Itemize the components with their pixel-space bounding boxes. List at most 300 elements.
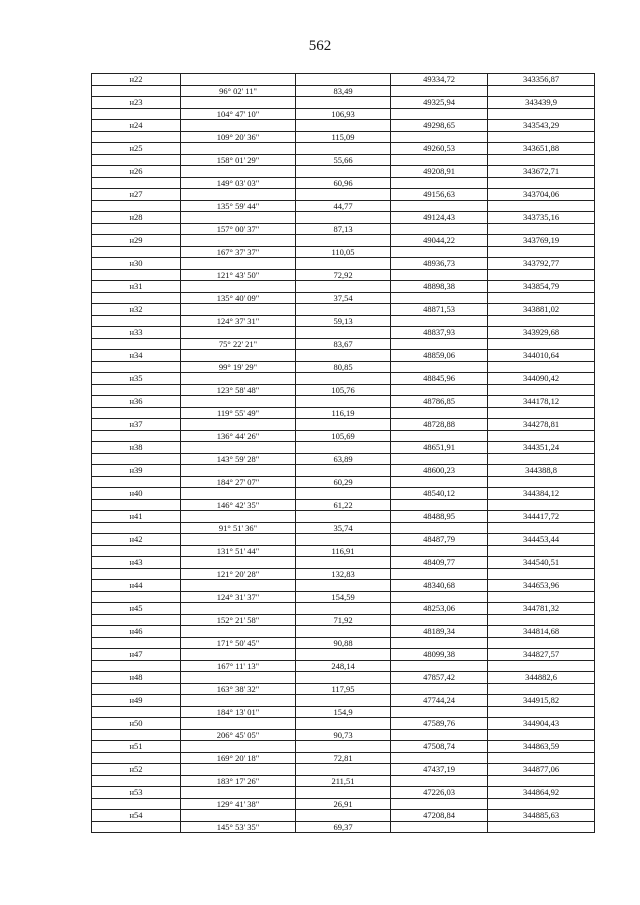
x-coordinate-cell: 48409,77: [391, 557, 488, 569]
y-coordinate-cell: [488, 269, 595, 281]
direction-angle-cell: [181, 442, 296, 454]
segment-row: [92, 246, 595, 258]
distance-cell: [296, 672, 391, 684]
point-name-cell: [92, 108, 181, 120]
point-name-cell: [92, 752, 181, 764]
x-coordinate-cell: [391, 637, 488, 649]
distance-cell: [296, 304, 391, 316]
direction-angle-cell: 145° 53' 35": [181, 821, 296, 833]
segment-row: [92, 476, 595, 488]
x-coordinate-cell: [391, 614, 488, 626]
point-name-cell: н52: [92, 764, 181, 776]
point-name-cell: н33: [92, 327, 181, 339]
direction-angle-cell: [181, 396, 296, 408]
x-coordinate-cell: 48859,06: [391, 350, 488, 362]
point-name-cell: н40: [92, 488, 181, 500]
x-coordinate-cell: 48651,91: [391, 442, 488, 454]
distance-cell: 90,88: [296, 637, 391, 649]
point-name-cell: н51: [92, 741, 181, 753]
segment-row: [92, 292, 595, 304]
y-coordinate-cell: [488, 85, 595, 97]
direction-angle-cell: 157° 00' 37": [181, 223, 296, 235]
direction-angle-cell: 158° 01' 29": [181, 154, 296, 166]
point-row: [92, 212, 595, 224]
segment-row: [92, 177, 595, 189]
point-name-cell: н27: [92, 189, 181, 201]
point-row: [92, 419, 595, 431]
x-coordinate-cell: [391, 821, 488, 833]
distance-cell: [296, 373, 391, 385]
point-name-cell: н31: [92, 281, 181, 293]
x-coordinate-cell: 48936,73: [391, 258, 488, 270]
x-coordinate-cell: [391, 591, 488, 603]
point-name-cell: [92, 131, 181, 143]
point-name-cell: [92, 292, 181, 304]
distance-cell: [296, 603, 391, 615]
point-name-cell: [92, 338, 181, 350]
point-row: [92, 718, 595, 730]
x-coordinate-cell: 48898,38: [391, 281, 488, 293]
y-coordinate-cell: 344915,82: [488, 695, 595, 707]
y-coordinate-cell: 343792,77: [488, 258, 595, 270]
y-coordinate-cell: 344814,68: [488, 626, 595, 638]
x-coordinate-cell: [391, 338, 488, 350]
y-coordinate-cell: [488, 223, 595, 235]
y-coordinate-cell: [488, 338, 595, 350]
point-name-cell: [92, 407, 181, 419]
direction-angle-cell: 119° 55' 49": [181, 407, 296, 419]
y-coordinate-cell: 344653,96: [488, 580, 595, 592]
point-row: [92, 603, 595, 615]
y-coordinate-cell: [488, 637, 595, 649]
x-coordinate-cell: [391, 269, 488, 281]
direction-angle-cell: 149° 03' 03": [181, 177, 296, 189]
y-coordinate-cell: 343543,29: [488, 120, 595, 132]
distance-cell: 154,9: [296, 706, 391, 718]
direction-angle-cell: 91° 51' 36": [181, 522, 296, 534]
x-coordinate-cell: 49334,72: [391, 74, 488, 86]
direction-angle-cell: 109° 20' 36": [181, 131, 296, 143]
direction-angle-cell: [181, 810, 296, 822]
coordinates-table-body: [92, 74, 595, 833]
distance-cell: 211,51: [296, 775, 391, 787]
distance-cell: 61,22: [296, 499, 391, 511]
point-row: [92, 258, 595, 270]
y-coordinate-cell: [488, 821, 595, 833]
distance-cell: 72,81: [296, 752, 391, 764]
y-coordinate-cell: 344178,12: [488, 396, 595, 408]
direction-angle-cell: [181, 304, 296, 316]
x-coordinate-cell: [391, 775, 488, 787]
distance-cell: [296, 488, 391, 500]
y-coordinate-cell: 344885,63: [488, 810, 595, 822]
x-coordinate-cell: 47589,76: [391, 718, 488, 730]
direction-angle-cell: [181, 626, 296, 638]
distance-cell: [296, 534, 391, 546]
y-coordinate-cell: [488, 177, 595, 189]
x-coordinate-cell: [391, 108, 488, 120]
point-name-cell: н37: [92, 419, 181, 431]
distance-cell: 37,54: [296, 292, 391, 304]
point-row: [92, 626, 595, 638]
x-coordinate-cell: 48340,68: [391, 580, 488, 592]
distance-cell: 72,92: [296, 269, 391, 281]
distance-cell: [296, 741, 391, 753]
direction-angle-cell: [181, 74, 296, 86]
segment-row: [92, 775, 595, 787]
distance-cell: [296, 281, 391, 293]
y-coordinate-cell: [488, 499, 595, 511]
y-coordinate-cell: 344904,43: [488, 718, 595, 730]
x-coordinate-cell: [391, 545, 488, 557]
direction-angle-cell: 121° 43' 50": [181, 269, 296, 281]
distance-cell: [296, 718, 391, 730]
x-coordinate-cell: 47508,74: [391, 741, 488, 753]
point-name-cell: [92, 453, 181, 465]
point-name-cell: [92, 154, 181, 166]
y-coordinate-cell: [488, 361, 595, 373]
distance-cell: [296, 419, 391, 431]
point-name-cell: [92, 522, 181, 534]
distance-cell: [296, 74, 391, 86]
x-coordinate-cell: [391, 246, 488, 258]
point-row: [92, 649, 595, 661]
distance-cell: [296, 120, 391, 132]
distance-cell: 59,13: [296, 315, 391, 327]
x-coordinate-cell: 48540,12: [391, 488, 488, 500]
y-coordinate-cell: 344864,92: [488, 787, 595, 799]
distance-cell: [296, 143, 391, 155]
distance-cell: [296, 465, 391, 477]
y-coordinate-cell: 343769,19: [488, 235, 595, 247]
coordinates-table: [91, 73, 595, 833]
distance-cell: 106,93: [296, 108, 391, 120]
point-name-cell: н49: [92, 695, 181, 707]
direction-angle-cell: [181, 557, 296, 569]
direction-angle-cell: 183° 17' 26": [181, 775, 296, 787]
segment-row: [92, 522, 595, 534]
page-number: 562: [308, 38, 332, 54]
point-name-cell: [92, 545, 181, 557]
distance-cell: [296, 810, 391, 822]
x-coordinate-cell: [391, 131, 488, 143]
point-name-cell: [92, 637, 181, 649]
y-coordinate-cell: 344540,51: [488, 557, 595, 569]
segment-row: [92, 545, 595, 557]
point-name-cell: [92, 269, 181, 281]
point-row: [92, 304, 595, 316]
point-row: [92, 74, 595, 86]
y-coordinate-cell: 344863,59: [488, 741, 595, 753]
point-name-cell: н32: [92, 304, 181, 316]
x-coordinate-cell: [391, 660, 488, 672]
y-coordinate-cell: [488, 545, 595, 557]
x-coordinate-cell: 47437,19: [391, 764, 488, 776]
segment-row: [92, 499, 595, 511]
direction-angle-cell: [181, 212, 296, 224]
point-name-cell: н38: [92, 442, 181, 454]
x-coordinate-cell: [391, 752, 488, 764]
y-coordinate-cell: 343439,9: [488, 97, 595, 109]
x-coordinate-cell: [391, 476, 488, 488]
distance-cell: 90,73: [296, 729, 391, 741]
point-name-cell: [92, 177, 181, 189]
direction-angle-cell: [181, 718, 296, 730]
x-coordinate-cell: 48488,95: [391, 511, 488, 523]
x-coordinate-cell: [391, 683, 488, 695]
segment-row: [92, 568, 595, 580]
point-name-cell: н54: [92, 810, 181, 822]
direction-angle-cell: [181, 97, 296, 109]
x-coordinate-cell: [391, 85, 488, 97]
point-name-cell: [92, 683, 181, 695]
distance-cell: 83,67: [296, 338, 391, 350]
direction-angle-cell: [181, 465, 296, 477]
point-name-cell: [92, 361, 181, 373]
x-coordinate-cell: 47744,24: [391, 695, 488, 707]
y-coordinate-cell: [488, 246, 595, 258]
segment-row: [92, 683, 595, 695]
point-name-cell: [92, 499, 181, 511]
direction-angle-cell: 163° 38' 32": [181, 683, 296, 695]
point-name-cell: н48: [92, 672, 181, 684]
x-coordinate-cell: 49044,22: [391, 235, 488, 247]
point-row: [92, 235, 595, 247]
x-coordinate-cell: 48728,88: [391, 419, 488, 431]
distance-cell: [296, 235, 391, 247]
y-coordinate-cell: [488, 108, 595, 120]
point-name-cell: н23: [92, 97, 181, 109]
x-coordinate-cell: 48253,06: [391, 603, 488, 615]
y-coordinate-cell: [488, 591, 595, 603]
direction-angle-cell: [181, 695, 296, 707]
x-coordinate-cell: 49208,91: [391, 166, 488, 178]
direction-angle-cell: [181, 580, 296, 592]
point-name-cell: н36: [92, 396, 181, 408]
point-name-cell: н44: [92, 580, 181, 592]
point-name-cell: н42: [92, 534, 181, 546]
segment-row: [92, 706, 595, 718]
distance-cell: [296, 189, 391, 201]
y-coordinate-cell: [488, 200, 595, 212]
x-coordinate-cell: [391, 200, 488, 212]
x-coordinate-cell: [391, 522, 488, 534]
segment-row: [92, 361, 595, 373]
y-coordinate-cell: 343356,87: [488, 74, 595, 86]
distance-cell: 60,29: [296, 476, 391, 488]
direction-angle-cell: 124° 37' 31": [181, 315, 296, 327]
point-name-cell: н26: [92, 166, 181, 178]
x-coordinate-cell: 48487,79: [391, 534, 488, 546]
direction-angle-cell: 206° 45' 05": [181, 729, 296, 741]
x-coordinate-cell: [391, 154, 488, 166]
point-row: [92, 465, 595, 477]
y-coordinate-cell: [488, 154, 595, 166]
x-coordinate-cell: 47208,84: [391, 810, 488, 822]
direction-angle-cell: [181, 258, 296, 270]
y-coordinate-cell: [488, 407, 595, 419]
direction-angle-cell: 135° 59' 44": [181, 200, 296, 212]
segment-row: [92, 384, 595, 396]
x-coordinate-cell: 48189,34: [391, 626, 488, 638]
point-row: [92, 350, 595, 362]
distance-cell: [296, 649, 391, 661]
y-coordinate-cell: 343854,79: [488, 281, 595, 293]
segment-row: [92, 223, 595, 235]
direction-angle-cell: [181, 603, 296, 615]
distance-cell: 87,13: [296, 223, 391, 235]
direction-angle-cell: 184° 27' 07": [181, 476, 296, 488]
point-name-cell: [92, 85, 181, 97]
y-coordinate-cell: [488, 476, 595, 488]
point-name-cell: [92, 775, 181, 787]
segment-row: [92, 821, 595, 833]
direction-angle-cell: [181, 787, 296, 799]
x-coordinate-cell: 49298,65: [391, 120, 488, 132]
direction-angle-cell: [181, 672, 296, 684]
point-row: [92, 810, 595, 822]
point-name-cell: [92, 223, 181, 235]
point-row: [92, 373, 595, 385]
distance-cell: [296, 350, 391, 362]
distance-cell: 26,91: [296, 798, 391, 810]
x-coordinate-cell: [391, 177, 488, 189]
point-name-cell: н28: [92, 212, 181, 224]
x-coordinate-cell: [391, 453, 488, 465]
point-row: [92, 488, 595, 500]
point-name-cell: н39: [92, 465, 181, 477]
point-row: [92, 741, 595, 753]
direction-angle-cell: [181, 350, 296, 362]
segment-row: [92, 85, 595, 97]
x-coordinate-cell: 48600,23: [391, 465, 488, 477]
y-coordinate-cell: 343735,16: [488, 212, 595, 224]
distance-cell: [296, 97, 391, 109]
segment-row: [92, 729, 595, 741]
y-coordinate-cell: [488, 131, 595, 143]
direction-angle-cell: 143° 59' 28": [181, 453, 296, 465]
y-coordinate-cell: [488, 798, 595, 810]
distance-cell: [296, 626, 391, 638]
segment-row: [92, 407, 595, 419]
point-name-cell: н43: [92, 557, 181, 569]
point-row: [92, 511, 595, 523]
segment-row: [92, 200, 595, 212]
distance-cell: [296, 695, 391, 707]
point-name-cell: [92, 591, 181, 603]
y-coordinate-cell: [488, 683, 595, 695]
point-name-cell: [92, 384, 181, 396]
distance-cell: 117,95: [296, 683, 391, 695]
direction-angle-cell: [181, 327, 296, 339]
y-coordinate-cell: [488, 752, 595, 764]
x-coordinate-cell: [391, 706, 488, 718]
y-coordinate-cell: 344453,44: [488, 534, 595, 546]
segment-row: [92, 108, 595, 120]
direction-angle-cell: 152° 21' 58": [181, 614, 296, 626]
direction-angle-cell: [181, 534, 296, 546]
point-row: [92, 672, 595, 684]
point-row: [92, 580, 595, 592]
direction-angle-cell: 121° 20' 28": [181, 568, 296, 580]
point-name-cell: [92, 246, 181, 258]
x-coordinate-cell: 47857,42: [391, 672, 488, 684]
distance-cell: 116,19: [296, 407, 391, 419]
point-row: [92, 281, 595, 293]
point-row: [92, 166, 595, 178]
distance-cell: [296, 557, 391, 569]
point-row: [92, 787, 595, 799]
x-coordinate-cell: [391, 223, 488, 235]
direction-angle-cell: 169° 20' 18": [181, 752, 296, 764]
point-name-cell: [92, 821, 181, 833]
point-name-cell: н41: [92, 511, 181, 523]
point-name-cell: [92, 430, 181, 442]
y-coordinate-cell: [488, 453, 595, 465]
distance-cell: 55,66: [296, 154, 391, 166]
y-coordinate-cell: [488, 292, 595, 304]
direction-angle-cell: 75° 22' 21": [181, 338, 296, 350]
x-coordinate-cell: 47226,03: [391, 787, 488, 799]
point-row: [92, 327, 595, 339]
point-name-cell: [92, 706, 181, 718]
distance-cell: 44,77: [296, 200, 391, 212]
y-coordinate-cell: 344882,6: [488, 672, 595, 684]
x-coordinate-cell: [391, 292, 488, 304]
y-coordinate-cell: 343881,02: [488, 304, 595, 316]
point-row: [92, 695, 595, 707]
direction-angle-cell: [181, 189, 296, 201]
direction-angle-cell: 96° 02' 11": [181, 85, 296, 97]
distance-cell: 105,76: [296, 384, 391, 396]
direction-angle-cell: 184° 13' 01": [181, 706, 296, 718]
distance-cell: 71,92: [296, 614, 391, 626]
x-coordinate-cell: 48845,96: [391, 373, 488, 385]
direction-angle-cell: [181, 511, 296, 523]
direction-angle-cell: 146° 42' 35": [181, 499, 296, 511]
point-row: [92, 189, 595, 201]
point-row: [92, 534, 595, 546]
distance-cell: [296, 166, 391, 178]
y-coordinate-cell: 343651,88: [488, 143, 595, 155]
distance-cell: [296, 212, 391, 224]
y-coordinate-cell: [488, 706, 595, 718]
y-coordinate-cell: 344384,12: [488, 488, 595, 500]
distance-cell: 248,14: [296, 660, 391, 672]
point-row: [92, 442, 595, 454]
point-name-cell: н53: [92, 787, 181, 799]
segment-row: [92, 591, 595, 603]
point-name-cell: [92, 798, 181, 810]
y-coordinate-cell: 344877,06: [488, 764, 595, 776]
distance-cell: 63,89: [296, 453, 391, 465]
point-name-cell: н22: [92, 74, 181, 86]
distance-cell: [296, 787, 391, 799]
segment-row: [92, 798, 595, 810]
point-name-cell: [92, 568, 181, 580]
segment-row: [92, 315, 595, 327]
point-name-cell: [92, 660, 181, 672]
distance-cell: [296, 396, 391, 408]
point-name-cell: н45: [92, 603, 181, 615]
x-coordinate-cell: [391, 798, 488, 810]
y-coordinate-cell: 344388,8: [488, 465, 595, 477]
y-coordinate-cell: [488, 660, 595, 672]
x-coordinate-cell: 48786,85: [391, 396, 488, 408]
y-coordinate-cell: [488, 614, 595, 626]
segment-row: [92, 614, 595, 626]
point-name-cell: н29: [92, 235, 181, 247]
